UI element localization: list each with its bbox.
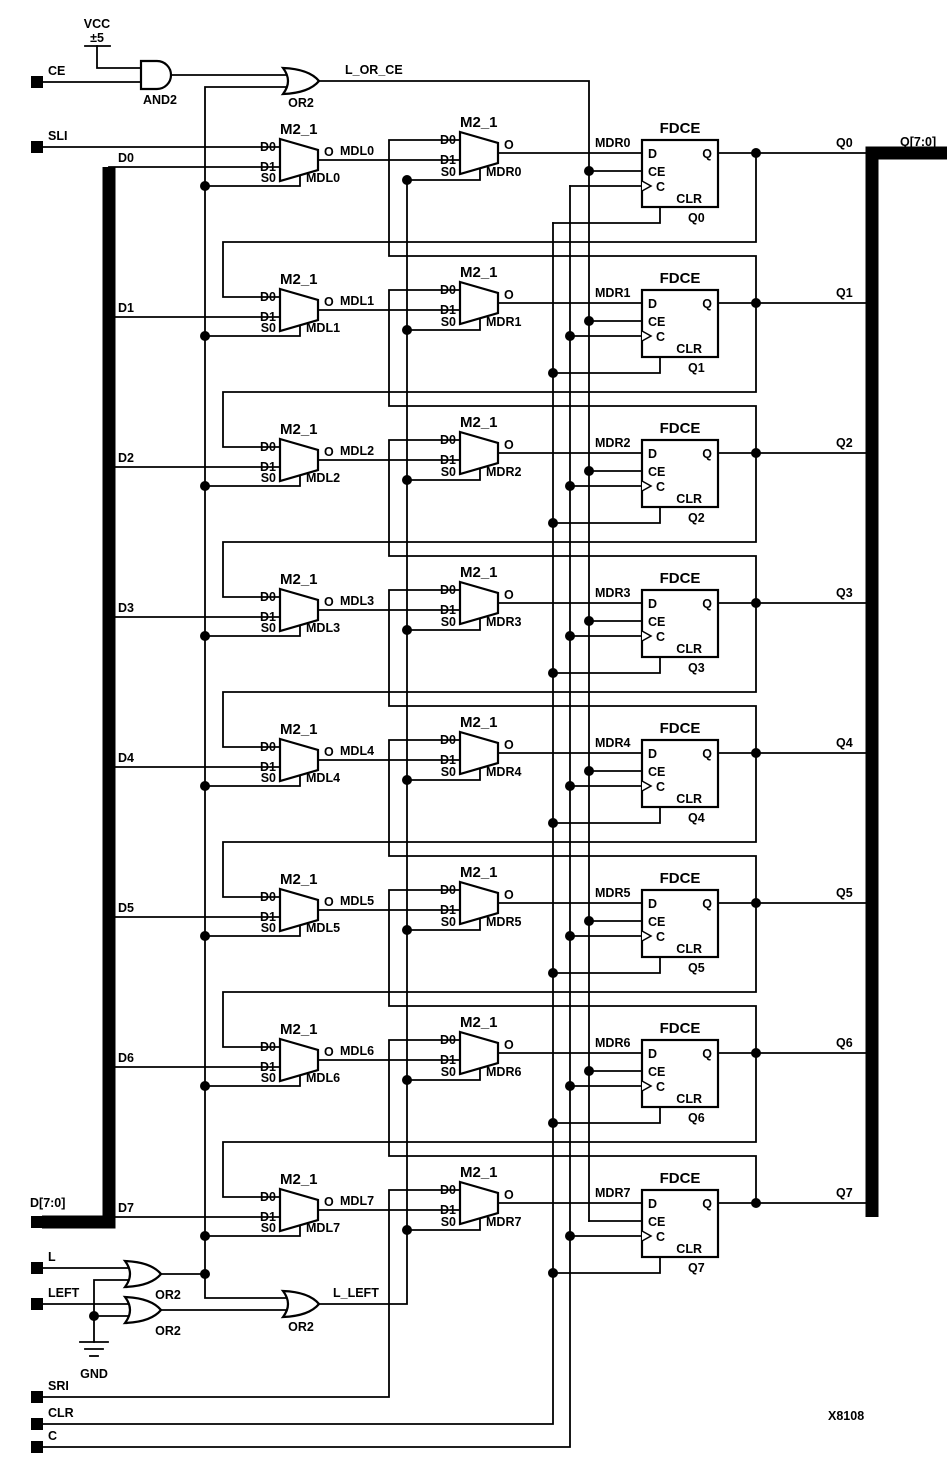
right-mux-s0-label: S0 (440, 165, 456, 179)
junction-dot (565, 931, 575, 941)
ff-type-label: FDCE (659, 870, 701, 887)
sri-pin (31, 1391, 43, 1403)
net-c-vertical (42, 186, 570, 1447)
junction-dot (200, 1269, 210, 1279)
left-mux-o-label: O (324, 1045, 334, 1059)
instance-label-ff-Q3: Q3 (688, 661, 705, 675)
left-mux-type-label: M2_1 (280, 121, 318, 138)
left-mux-s0-label: S0 (260, 771, 276, 785)
ff-c-label: C (656, 480, 666, 494)
junction-dot (584, 316, 594, 326)
left-mux-type-label: M2_1 (280, 421, 318, 438)
sri-pin-label: SRI (48, 1379, 69, 1393)
ff-d-label: D (648, 447, 658, 461)
q-bus-label: Q[7:0] (900, 135, 937, 149)
instance-label-MDL6: MDL6 (306, 1071, 341, 1085)
junction-dot (548, 968, 558, 978)
ff-c-label: C (656, 180, 666, 194)
left-mux-s0-label: S0 (260, 1221, 276, 1235)
left-mux-d0-label: D0 (260, 740, 276, 754)
right-mux-d0-label: D0 (440, 133, 456, 147)
instance-label-ff-Q0: Q0 (688, 211, 705, 225)
right-mux-d1-label: D1 (440, 303, 456, 317)
left-mux-type-label: M2_1 (280, 1021, 318, 1038)
right-mux-o-label: O (504, 288, 514, 302)
right-mux-d1-label: D1 (440, 753, 456, 767)
left-mux-d1-label: D1 (260, 760, 276, 774)
left-mux-type-label: M2_1 (280, 721, 318, 738)
c-pin (31, 1441, 43, 1453)
ff-d-label: D (648, 597, 658, 611)
instance-label-MDL0: MDL0 (306, 171, 341, 185)
left-mux-d1-label: D1 (260, 160, 276, 174)
junction-dot (751, 148, 761, 158)
right-mux-s0-label: S0 (440, 915, 456, 929)
ff-d-label: D (648, 297, 658, 311)
left-mux-type-label: M2_1 (280, 571, 318, 588)
net-l-vertical (205, 87, 289, 1274)
left-mux-type-label: M2_1 (280, 871, 318, 888)
left-mux-d0-label: D0 (260, 290, 276, 304)
left-mux-o-label: O (324, 895, 334, 909)
ff-clr-wire (553, 957, 660, 973)
ff-q-label: Q (702, 447, 712, 461)
junction-dot (548, 1118, 558, 1128)
net-label-Q6: Q6 (836, 1036, 853, 1050)
net-label-D0: D0 (118, 151, 134, 165)
right-mux-o-label: O (504, 438, 514, 452)
instance-label-MDR4: MDR4 (486, 765, 522, 779)
ce-pin-label: CE (48, 64, 66, 78)
or2-l-left-label: OR2 (288, 1320, 314, 1334)
junction-dot (402, 1225, 412, 1235)
l-pin-label: L (48, 1250, 56, 1264)
junction-dot (548, 518, 558, 528)
junction-dot (565, 1231, 575, 1241)
right-mux-type-label: M2_1 (460, 264, 498, 281)
junction-dot (402, 625, 412, 635)
junction-dot (200, 481, 210, 491)
sli-pin-label: SLI (48, 129, 68, 143)
ff-ce-label: CE (648, 765, 666, 779)
net-label-D3: D3 (118, 601, 134, 615)
junction-dot (565, 781, 575, 791)
junction-dot (200, 331, 210, 341)
net-label-MDR7: MDR7 (595, 1186, 631, 1200)
left-pin-label: LEFT (48, 1286, 80, 1300)
ff-c-label: C (656, 330, 666, 344)
ff-c-label: C (656, 1230, 666, 1244)
ff-d-label: D (648, 897, 658, 911)
ff-clr-label: CLR (676, 942, 702, 956)
right-mux-d0-label: D0 (440, 583, 456, 597)
instance-label-MDL2: MDL2 (306, 471, 341, 485)
ff-clr-label: CLR (676, 1242, 702, 1256)
right-mux-d0-label: D0 (440, 1183, 456, 1197)
net-label-Q5: Q5 (836, 886, 853, 900)
instance-label-MDL3: MDL3 (306, 621, 341, 635)
right-mux-s0-label: S0 (440, 765, 456, 779)
left-pin (31, 1298, 43, 1310)
ff-c-label: C (656, 780, 666, 794)
right-mux-o-label: O (504, 1188, 514, 1202)
junction-dot (200, 1081, 210, 1091)
d-bus-pin (31, 1216, 43, 1228)
left-mux-d0-label: D0 (260, 440, 276, 454)
instance-label-MDL7: MDL7 (306, 1221, 341, 1235)
junction-dot (548, 668, 558, 678)
net-label-D6: D6 (118, 1051, 134, 1065)
clr-pin-label: CLR (48, 1406, 74, 1420)
junction-dot (584, 766, 594, 776)
instance-label-ff-Q7: Q7 (688, 1261, 705, 1275)
junction-dot (751, 1198, 761, 1208)
right-mux-d1-label: D1 (440, 153, 456, 167)
and2-label: AND2 (142, 93, 178, 107)
right-mux-d1-label: D1 (440, 1203, 456, 1217)
ff-clr-label: CLR (676, 342, 702, 356)
l-pin (31, 1262, 43, 1274)
junction-dot (751, 298, 761, 308)
right-mux-o-label: O (504, 738, 514, 752)
ff-ce-label: CE (648, 915, 666, 929)
ff-q-label: Q (702, 897, 712, 911)
net-label-MDR1: MDR1 (595, 286, 631, 300)
junction-dot (751, 1048, 761, 1058)
junction-dot (548, 818, 558, 828)
instance-label-ff-Q1: Q1 (688, 361, 705, 375)
net-label-MDL3: MDL3 (340, 594, 375, 608)
left-mux-s0-label: S0 (260, 921, 276, 935)
ff-c-label: C (656, 930, 666, 944)
right-mux-d0-label: D0 (440, 283, 456, 297)
junction-dot (751, 748, 761, 758)
instance-label-ff-Q4: Q4 (688, 811, 705, 825)
left-mux-s0-label: S0 (260, 321, 276, 335)
left-mux-o-label: O (324, 745, 334, 759)
ce-pin (31, 76, 43, 88)
net-label-MDR6: MDR6 (595, 1036, 631, 1050)
l-left-net-label: L_LEFT (333, 1286, 379, 1300)
junction-dot (200, 181, 210, 191)
junction-dot (565, 481, 575, 491)
net-label-MDR3: MDR3 (595, 586, 631, 600)
junction-dot (751, 898, 761, 908)
ff-clr-wire (553, 507, 660, 523)
ff-ce-label: CE (648, 315, 666, 329)
net-label-D5: D5 (118, 901, 134, 915)
ff-c-label: C (656, 630, 666, 644)
junction-dot (402, 925, 412, 935)
left-mux-s0-label: S0 (260, 621, 276, 635)
net-label-MDR4: MDR4 (595, 736, 631, 750)
sli-pin (31, 141, 43, 153)
instance-label-MDR6: MDR6 (486, 1065, 522, 1079)
ff-type-label: FDCE (659, 1170, 701, 1187)
left-mux-s0-label: S0 (260, 171, 276, 185)
ff-ce-label: CE (648, 615, 666, 629)
ff-d-label: D (648, 147, 658, 161)
or2-top-label: OR2 (288, 96, 314, 110)
junction-dot (584, 916, 594, 926)
right-mux-o-label: O (504, 888, 514, 902)
right-mux-d0-label: D0 (440, 883, 456, 897)
right-mux-o-label: O (504, 138, 514, 152)
overlay (30, 17, 936, 1453)
net-label-MDL1: MDL1 (340, 294, 375, 308)
junction-dot (200, 931, 210, 941)
d-input-bus (42, 167, 109, 1222)
instance-label-MDL1: MDL1 (306, 321, 341, 335)
right-mux-type-label: M2_1 (460, 1014, 498, 1031)
right-mux-d1-label: D1 (440, 1053, 456, 1067)
left-mux-o-label: O (324, 295, 334, 309)
net-label-MDR2: MDR2 (595, 436, 631, 450)
junction-dot (584, 166, 594, 176)
instance-label-ff-Q5: Q5 (688, 961, 705, 975)
net-label-Q7: Q7 (836, 1186, 853, 1200)
ff-d-label: D (648, 1197, 658, 1211)
junction-dot (565, 331, 575, 341)
and2-gate (141, 61, 171, 89)
gnd-riser-wire (94, 1280, 131, 1342)
junction-dot (548, 1268, 558, 1278)
instance-label-MDR2: MDR2 (486, 465, 522, 479)
ff-c-label: C (656, 1080, 666, 1094)
right-mux-type-label: M2_1 (460, 1164, 498, 1181)
ff-ce-label: CE (648, 465, 666, 479)
ff-clr-label: CLR (676, 192, 702, 206)
l-to-or3-wire (205, 1274, 289, 1298)
ff-type-label: FDCE (659, 420, 701, 437)
or2-left-label: OR2 (155, 1324, 181, 1338)
junction-dot (548, 368, 558, 378)
net-label-MDL0: MDL0 (340, 144, 375, 158)
junction-dot (200, 1231, 210, 1241)
left-mux-d1-label: D1 (260, 910, 276, 924)
d-bus-label: D[7:0] (30, 1196, 66, 1210)
net-label-D1: D1 (118, 301, 134, 315)
ff-q-label: Q (702, 597, 712, 611)
junction-dot (200, 781, 210, 791)
left-mux-d1-label: D1 (260, 460, 276, 474)
right-mux-d0-label: D0 (440, 433, 456, 447)
vcc-wire (97, 46, 141, 68)
right-mux-type-label: M2_1 (460, 864, 498, 881)
net-label-Q0: Q0 (836, 136, 853, 150)
left-mux-d0-label: D0 (260, 1040, 276, 1054)
junction-dot (584, 616, 594, 626)
left-mux-o-label: O (324, 445, 334, 459)
or2-top-gate (283, 68, 319, 94)
left-mux-d1-label: D1 (260, 310, 276, 324)
right-mux-d1-label: D1 (440, 903, 456, 917)
right-mux-d1-label: D1 (440, 603, 456, 617)
q-output-bus (872, 153, 947, 1217)
left-mux-d0-label: D0 (260, 590, 276, 604)
ff-clr-wire (553, 657, 660, 673)
ff-type-label: FDCE (659, 720, 701, 737)
ff-clr-wire (553, 207, 660, 223)
figure-code-label: X8108 (828, 1409, 865, 1423)
net-label-D4: D4 (118, 751, 134, 765)
ff-clr-label: CLR (676, 492, 702, 506)
ff-clr-wire (553, 1257, 660, 1273)
left-mux-s0-label: S0 (260, 1071, 276, 1085)
right-mux-d0-label: D0 (440, 733, 456, 747)
net-label-Q1: Q1 (836, 286, 853, 300)
ff-q-label: Q (702, 1047, 712, 1061)
junction-dot (402, 1075, 412, 1085)
right-mux-s0-label: S0 (440, 465, 456, 479)
right-mux-d0-label: D0 (440, 1033, 456, 1047)
net-label-Q3: Q3 (836, 586, 853, 600)
junction-dot (402, 325, 412, 335)
net-label-MDL5: MDL5 (340, 894, 375, 908)
ff-d-label: D (648, 747, 658, 761)
net-l-left-vertical (319, 180, 407, 1304)
ff-ce-label: CE (648, 1215, 666, 1229)
l-or-ce-net-label: L_OR_CE (345, 63, 403, 77)
ff-type-label: FDCE (659, 1020, 701, 1037)
instance-label-ff-Q2: Q2 (688, 511, 705, 525)
ff-q-label: Q (702, 747, 712, 761)
instance-label-MDL4: MDL4 (306, 771, 341, 785)
ff-clr-wire (553, 807, 660, 823)
right-mux-type-label: M2_1 (460, 114, 498, 131)
vcc-label: VCC (83, 17, 111, 31)
left-mux-s0-label: S0 (260, 471, 276, 485)
right-mux-d1-label: D1 (440, 453, 456, 467)
ff-ce-label: CE (648, 165, 666, 179)
junction-dot (402, 775, 412, 785)
net-label-MDL6: MDL6 (340, 1044, 375, 1058)
ff-clr-wire (553, 357, 660, 373)
instance-label-MDR5: MDR5 (486, 915, 522, 929)
left-mux-d1-label: D1 (260, 610, 276, 624)
left-mux-o-label: O (324, 1195, 334, 1209)
c-pin-label: C (48, 1429, 58, 1443)
junction-dot (584, 1066, 594, 1076)
ff-type-label: FDCE (659, 570, 701, 587)
left-mux-type-label: M2_1 (280, 1171, 318, 1188)
gnd-label: GND (80, 1367, 108, 1381)
net-label-MDL7: MDL7 (340, 1194, 375, 1208)
right-mux-o-label: O (504, 1038, 514, 1052)
right-mux-s0-label: S0 (440, 615, 456, 629)
right-mux-type-label: M2_1 (460, 714, 498, 731)
net-label-MDL4: MDL4 (340, 744, 375, 758)
junction-dot (200, 631, 210, 641)
net-label-D2: D2 (118, 451, 134, 465)
junction-dot (89, 1311, 99, 1321)
junction-dot (584, 466, 594, 476)
net-clr-vertical (42, 223, 553, 1424)
junction-dot (751, 598, 761, 608)
ff-d-label: D (648, 1047, 658, 1061)
left-mux-o-label: O (324, 145, 334, 159)
junction-dot (402, 475, 412, 485)
left-mux-d1-label: D1 (260, 1210, 276, 1224)
ff-clr-label: CLR (676, 642, 702, 656)
instance-label-ff-Q6: Q6 (688, 1111, 705, 1125)
or2-l-gate (125, 1261, 161, 1287)
ff-q-label: Q (702, 147, 712, 161)
net-label-MDR0: MDR0 (595, 136, 631, 150)
clr-pin (31, 1418, 43, 1430)
right-mux-s0-label: S0 (440, 1215, 456, 1229)
right-mux-s0-label: S0 (440, 315, 456, 329)
instance-label-MDR3: MDR3 (486, 615, 522, 629)
or2-l-left-gate (283, 1291, 319, 1317)
ff-q-label: Q (702, 297, 712, 311)
ff-clr-wire (553, 1107, 660, 1123)
ff-q-label: Q (702, 1197, 712, 1211)
left-mux-d0-label: D0 (260, 890, 276, 904)
left-mux-o-label: O (324, 595, 334, 609)
ff-type-label: FDCE (659, 270, 701, 287)
junction-dot (402, 175, 412, 185)
instance-label-MDR7: MDR7 (486, 1215, 522, 1229)
ff-clr-label: CLR (676, 1092, 702, 1106)
junction-dot (565, 631, 575, 641)
ff-clr-label: CLR (676, 792, 702, 806)
junction-dot (751, 448, 761, 458)
right-mux-o-label: O (504, 588, 514, 602)
left-mux-d1-label: D1 (260, 1060, 276, 1074)
ff-ce-label: CE (648, 1065, 666, 1079)
net-label-D7: D7 (118, 1201, 134, 1215)
or2-l-label: OR2 (155, 1288, 181, 1302)
net-label-MDR5: MDR5 (595, 886, 631, 900)
instance-label-MDL5: MDL5 (306, 921, 341, 935)
vcc-value-label: ±5 (90, 31, 104, 45)
instance-label-MDR1: MDR1 (486, 315, 522, 329)
left-mux-d0-label: D0 (260, 1190, 276, 1204)
ff-type-label: FDCE (659, 120, 701, 137)
junction-dot (565, 1081, 575, 1091)
right-mux-type-label: M2_1 (460, 414, 498, 431)
right-mux-type-label: M2_1 (460, 564, 498, 581)
net-label-Q2: Q2 (836, 436, 853, 450)
net-label-MDL2: MDL2 (340, 444, 375, 458)
right-mux-s0-label: S0 (440, 1065, 456, 1079)
left-mux-type-label: M2_1 (280, 271, 318, 288)
net-label-Q4: Q4 (836, 736, 853, 750)
instance-label-MDR0: MDR0 (486, 165, 522, 179)
left-mux-d0-label: D0 (260, 140, 276, 154)
